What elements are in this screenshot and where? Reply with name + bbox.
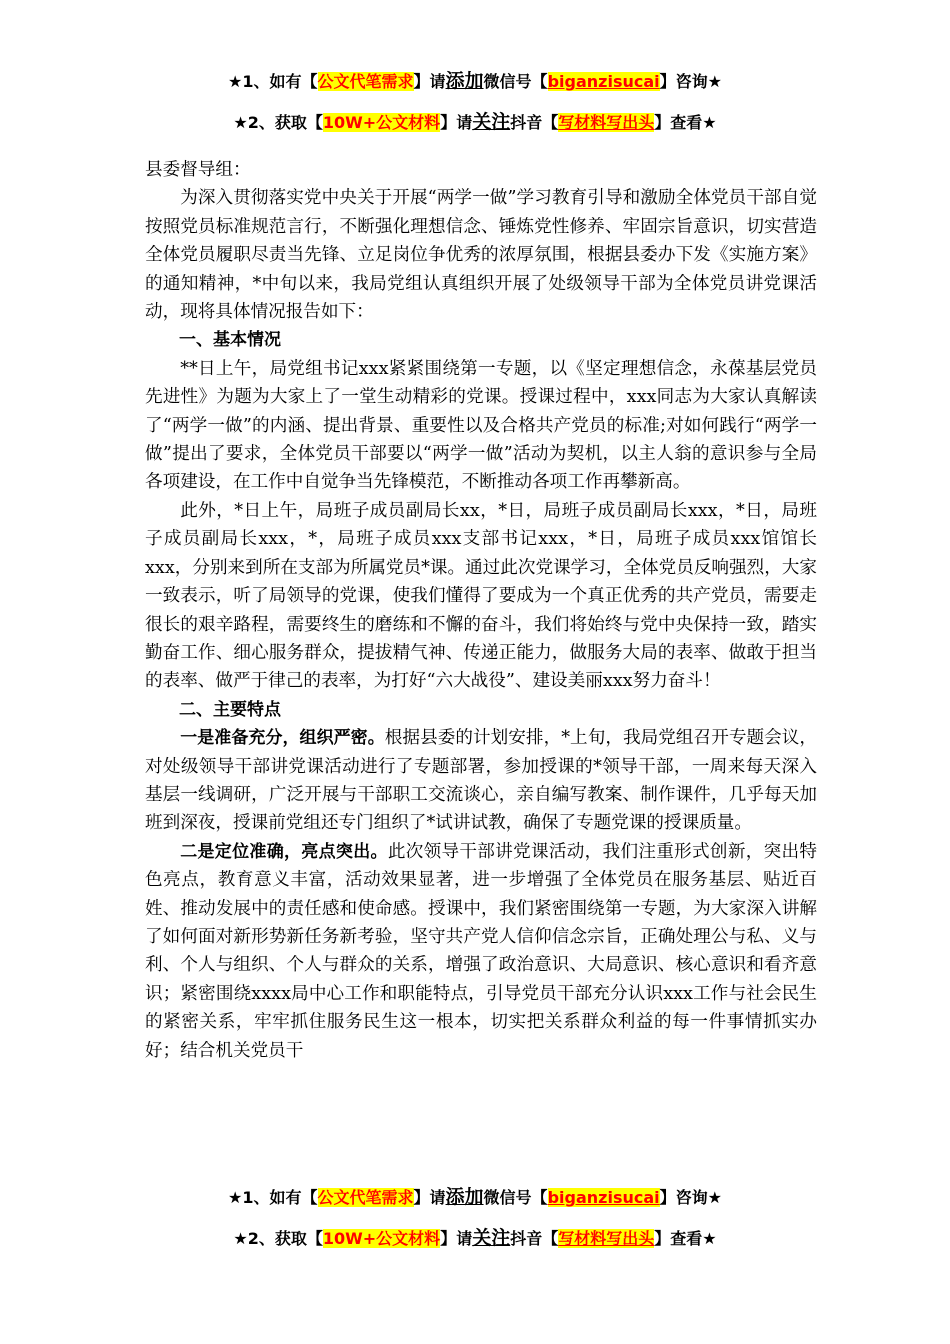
wechat-id: biganzisucai	[547, 1188, 660, 1207]
star-icon: ★	[233, 1229, 248, 1248]
banner-text: 微信号【	[483, 1188, 548, 1207]
section-heading-basic: 一、基本情况	[179, 330, 281, 351]
star-icon: ★	[228, 72, 243, 91]
banner-text: 2、获取【	[247, 113, 323, 132]
emphasis-add: 添加	[445, 1186, 484, 1208]
douyin-account: 写材料写出头	[558, 1229, 655, 1248]
emphasis-follow: 关注	[472, 1227, 511, 1249]
star-icon: ★	[702, 1229, 717, 1248]
banner-text: 1、如有【	[242, 72, 318, 91]
star-icon: ★	[233, 113, 248, 132]
salutation: 县委督导组：	[145, 160, 251, 180]
banner-text: 】查看	[654, 113, 703, 132]
banner-text: 】请	[440, 113, 473, 132]
banner-text: 】咨询	[659, 72, 708, 91]
star-icon: ★	[702, 113, 717, 132]
highlight-ghostwriting: 公文代笔需求	[317, 72, 414, 91]
wechat-id: biganzisucai	[547, 72, 660, 91]
intro-paragraph: 为深入贯彻落实党中央关于开展“两学一做”学习教育引导和激励全体党员干部自觉按照党员标准规范言行，不断强化理想信念、锤炼党性修养、牢固宗旨意识，切实营造全体党员履职尽责当先锋、立足岗位争优秀的浓厚氛围，根据县委办下发《实施方案》的通知精神，*中旬以来，我局党组认真组织开展了处级领导干部为全体党员讲党课活动，现将具体情况报告如下：	[145, 188, 817, 323]
lead-phrase: 一是准备充分，组织严密。	[180, 728, 385, 749]
banner-text: 抖音【	[510, 1229, 559, 1248]
highlight-materials: 10W+公文材料	[322, 1229, 441, 1248]
banner-text: 】请	[413, 1188, 446, 1207]
document-body	[145, 156, 817, 1065]
star-icon: ★	[228, 1188, 243, 1207]
paragraph-feature-1	[145, 724, 817, 838]
banner-text: 微信号【	[483, 72, 548, 91]
lead-phrase: 二是定位准确，亮点突出。	[180, 841, 388, 862]
highlight-ghostwriting: 公文代笔需求	[317, 1188, 414, 1207]
paragraph-basic-1: **日上午，局党组书记xxx紧紧围绕第一专题，以《坚定理想信念，永葆基层党员先进性》为题为大家上了一堂生动精彩的党课。授课过程中，xxx同志为大家认真解读了“两学一做”的内涵、提出背景、重要性以及合格共产党员的标准;对如何践行“两学一做”提出了要求，全体党员干部要以“两学一做”活动为契机，以主人翁的意识参与全局各项建设，在工作中自觉争当先锋模范，不断推动各项工作再攀新高。	[145, 358, 817, 493]
paragraph-basic-2: 此外，*日上午，局班子成员副局长xx，*日，局班子成员副局长xxx，*日，局班子成员副局长xxx，*，局班子成员xxx支部书记xxx，*日，局班子成员xxx馆馆长xxx，分别来到所在支部为所属党员*课。通过此次党课学习，全体党员反响强烈，大家一致表示，听了局领导的党课，使我们懂得了要成为一个真正优秀的共产党员，需要走很长的艰辛路程，需要终生的磨练和不懈的奋斗，我们将始终与党中央保持一致，踏实勤奋工作、细心服务群众，提拔精气神、传递正能力，做服务大局的表率、做敢于担当的表率、做严于律己的表率，为打好“六大战役”、建设美丽xxx努力奋斗！	[145, 500, 817, 692]
bottom-banner-line-2	[0, 1227, 950, 1250]
banner-text: 】咨询	[659, 1188, 708, 1207]
top-banner-line-1	[0, 70, 950, 93]
paragraph-text: 根据县委的计划安排，*上旬，我局党组召开专题会议，对处级领导干部讲党课活动进行了专题部署，参加授课的*领导干部，一周来每天深入基层一线调研，广泛开展与干部职工交流谈心，亲自编写教案、制作课件，几乎每天加班到深夜，授课前党组还专门组织了*试讲试教，确保了专题党课的授课质量。	[145, 728, 817, 834]
star-icon: ★	[707, 72, 722, 91]
bottom-banner-line-1	[0, 1186, 950, 1209]
paragraph-feature-2	[145, 838, 817, 1065]
banner-text: 】查看	[654, 1229, 703, 1248]
emphasis-follow: 关注	[472, 111, 511, 133]
banner-text: 】请	[440, 1229, 473, 1248]
banner-text: 1、如有【	[242, 1188, 318, 1207]
douyin-account: 写材料写出头	[558, 113, 655, 132]
highlight-materials: 10W+公文材料	[322, 113, 441, 132]
banner-text: 2、获取【	[247, 1229, 323, 1248]
paragraph-text: 此次领导干部讲党课活动，我们注重形式创新，突出特色亮点，教育意义丰富，活动效果显著，进一步增强了全体党员在服务基层、贴近百姓、推动发展中的责任感和使命感。授课中，我们紧密围绕第一专题，为大家深入讲解了如何面对新形势新任务新考验，坚守共产党人信仰信念宗旨，正确处理公与私、义与利、个人与组织、个人与群众的关系，增强了政治意识、大局意识、核心意识和看齐意识；紧密围绕xxxx局中心工作和职能特点，引导党员干部充分认识xxx工作与社会民生的紧密关系，牢牢抓住服务民生这一根本，切实把关系群众利益的每一件事情抓实办好；结合机关党员干	[145, 841, 817, 1061]
top-banner-line-2	[0, 111, 950, 134]
emphasis-add: 添加	[445, 70, 484, 92]
star-icon: ★	[707, 1188, 722, 1207]
section-heading-features: 二、主要特点	[179, 699, 281, 720]
banner-text: 抖音【	[510, 113, 559, 132]
banner-text: 】请	[413, 72, 446, 91]
